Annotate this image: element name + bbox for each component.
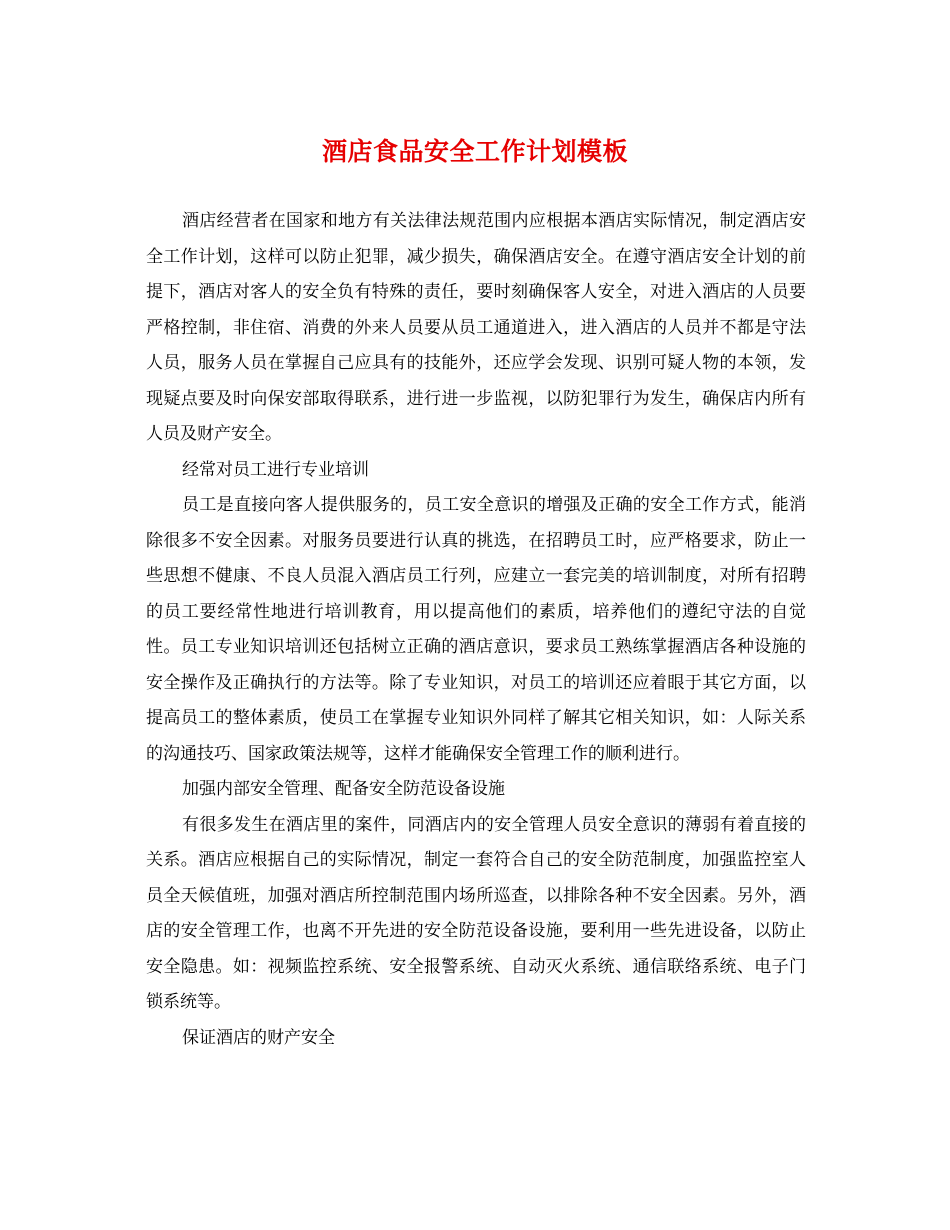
paragraph-intro: 酒店经营者在国家和地方有关法律法规范围内应根据本酒店实际情况，制定酒店安全工作计划，这样可以防止犯罪，减少损失，确保酒店安全。在遵守酒店安全计划的前提下，酒店对客人的安全负有特殊的责任，要时刻确保客人安全，对进入酒店的人员要严格控制，非住宿、消费的外来人员要从员工通道进入，进入酒店的人员并不都是守法人员，服务人员在掌握自己应具有的技能外，还应学会发现、识别可疑人物的本领，发现疑点要及时向保安部取得联系，进行进一步监视，以防犯罪行为发生，确保店内所有人员及财产安全。 [146,211,806,444]
paragraph-internal-management: 有很多发生在酒店里的案件，同酒店内的安全管理人员安全意识的薄弱有着直接的关系。酒店应根据自己的实际情况，制定一套符合自己的安全防范制度，加强监控室人员全天候值班，加强对酒店所控制范围内场所巡查，以排除各种不安全因素。另外，酒店的安全管理工作，也离不开先进的安全防范设备设施，要利用一些先进设备，以防止安全隐患。如：视频监控系统、安全报警系统、自动灭火系统、通信联络系统、电子门锁系统等。 [146,814,806,1012]
document-title: 酒店食品安全工作计划模板 [321,137,628,166]
section-heading-internal-management: 加强内部安全管理、配备安全防范设备设施 [182,779,505,799]
paragraph-staff-training: 员工是直接向客人提供服务的，员工安全意识的增强及正确的安全工作方式，能消除很多不安全因素。对服务员要进行认真的挑选，在招聘员工时，应严格要求，防止一些思想不健康、不良人员混入酒店员工行列，应建立一套完美的培训制度，对所有招聘的员工要经常性地进行培训教育，用以提高他们的素质，培养他们的遵纪守法的自觉性。员工专业知识培训还包括树立正确的酒店意识，要求员工熟练掌握酒店各种设施的安全操作及正确执行的方法等。除了专业知识，对员工的培训还应着眼于其它方面，以提高员工的整体素质，使员工在掌握专业知识外同样了解其它相关知识，如：人际关系的沟通技巧、国家政策法规等，这样才能确保安全管理工作的顺利进行。 [146,495,806,764]
section-heading-property-safety: 保证酒店的财产安全 [182,1027,335,1048]
section-heading-staff-training: 经常对员工进行专业培训 [182,459,369,480]
document-body [146,204,806,1056]
